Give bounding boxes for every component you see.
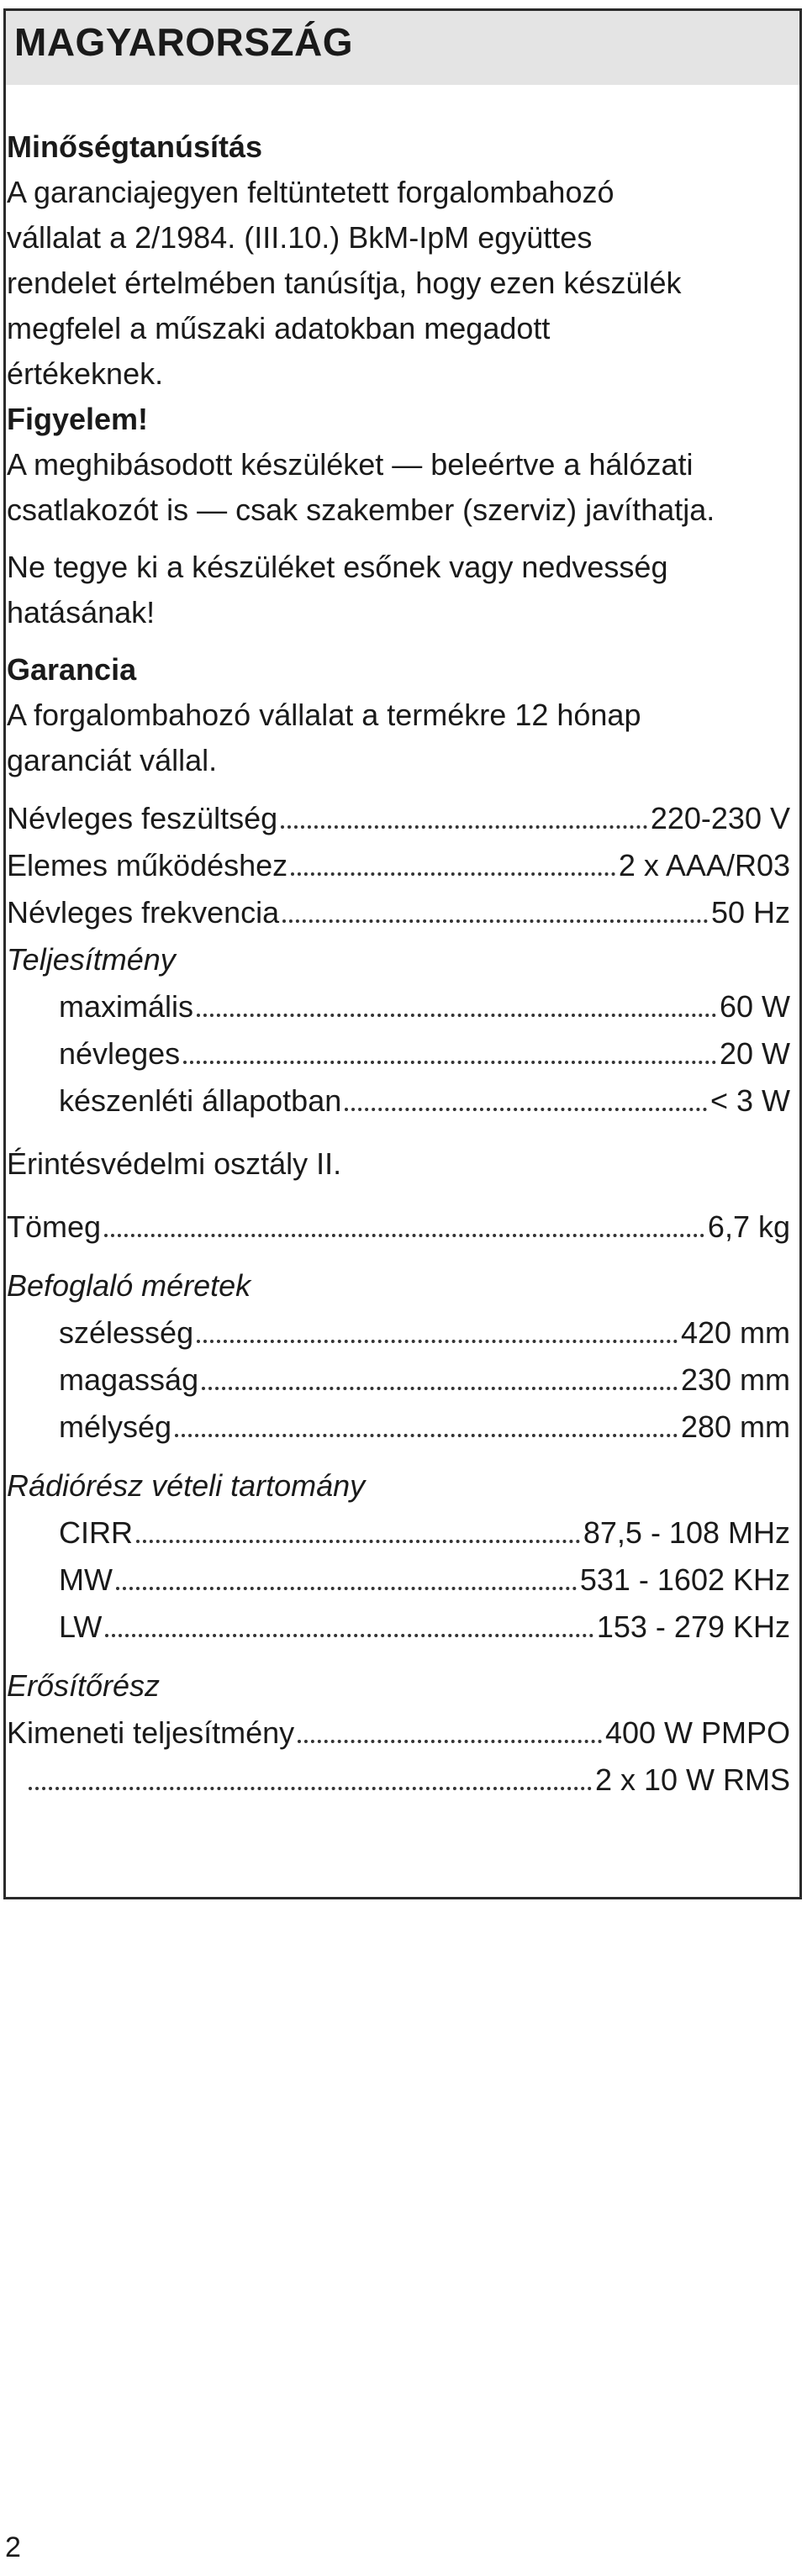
quality-line: értékeknek. [7, 356, 164, 391]
spec-label: LW [59, 1609, 103, 1644]
page-title: MAGYARORSZÁG [14, 20, 353, 64]
header-bar [6, 11, 799, 85]
spec-weight [7, 1204, 790, 1251]
spec-batteries [7, 842, 790, 889]
spec-label: CIRR [59, 1515, 133, 1550]
spec-value: 220-230 V [650, 801, 790, 835]
spec-value: 50 Hz [710, 895, 790, 930]
spec-label: szélesség [59, 1315, 194, 1350]
spec-width [7, 1309, 790, 1356]
radio-heading: Rádiórész vételi tartomány [7, 1468, 366, 1503]
quality-line: A garanciajegyen feltüntetett forgalombahozó [7, 175, 614, 209]
spec-power-max [7, 983, 790, 1030]
warning-line: hatásának! [7, 595, 156, 630]
spec-value: < 3 W [709, 1083, 790, 1118]
warning-line: A meghibásodott készüléket — beleértve a hálózati [7, 447, 694, 482]
warning-line: csatlakozót is — csak szakember (szerviz) javíthatja. [7, 493, 715, 527]
dimensions-heading: Befoglaló méretek [7, 1268, 251, 1303]
amp-heading: Erősítőrész [7, 1668, 161, 1703]
spec-cirr [7, 1509, 790, 1557]
page-number: 2 [5, 2531, 21, 2563]
spec-label: magasság [59, 1362, 199, 1397]
spec-depth [7, 1404, 790, 1451]
quality-line: vállalat a 2/1984. (III.10.) BkM-IpM együttes [7, 220, 593, 255]
spec-label: névleges [59, 1036, 181, 1071]
spec-value: 400 W PMPO [604, 1715, 790, 1750]
spec-value: 153 - 279 KHz [596, 1609, 790, 1644]
spec-mw [7, 1557, 790, 1604]
spec-label: maximális [59, 989, 194, 1024]
spec-value: 420 mm [680, 1315, 790, 1350]
spec-value: 60 W [719, 989, 790, 1024]
spec-value: 87,5 - 108 MHz [583, 1515, 790, 1550]
spec-value: 2 x 10 W RMS [594, 1762, 790, 1797]
warning-line: Ne tegye ki a készüléket esőnek vagy nedvesség [7, 550, 668, 584]
spec-power-nominal [7, 1030, 790, 1077]
power-heading: Teljesítmény [7, 942, 176, 977]
spec-power-standby [7, 1077, 790, 1125]
spec-lw [7, 1604, 790, 1651]
spec-value: 531 - 1602 KHz [579, 1562, 790, 1597]
protection-class: Érintésvédelmi osztály II. [7, 1146, 342, 1181]
quality-heading: Minőségtanúsítás [7, 129, 263, 164]
spec-value: 2 x AAA/R03 [618, 848, 790, 882]
spec-label: Névleges feszültség [7, 801, 278, 835]
spec-label: készenléti állapotban [59, 1083, 342, 1118]
spec-value: 280 mm [680, 1409, 790, 1444]
guarantee-line: garanciát vállal. [7, 743, 218, 777]
spec-value: 20 W [719, 1036, 790, 1071]
spec-label: MW [59, 1562, 113, 1597]
spec-voltage [7, 795, 790, 842]
spec-label: Kimeneti teljesítmény [7, 1715, 295, 1750]
spec-output [7, 1709, 790, 1757]
quality-line: megfelel a műszaki adatokban megadott [7, 311, 551, 345]
quality-line: rendelet értelmében tanúsítja, hogy ezen készülék [7, 266, 682, 300]
document-content [7, 124, 790, 1804]
warning-heading: Figyelem! [7, 402, 149, 436]
spec-height [7, 1356, 790, 1404]
guarantee-line: A forgalombahozó vállalat a termékre 12 hónap [7, 698, 641, 732]
spec-output-rms [7, 1757, 790, 1804]
spec-label: Névleges frekvencia [7, 895, 280, 930]
spec-value: 230 mm [680, 1362, 790, 1397]
spec-label: mélység [59, 1409, 172, 1444]
spec-label: Tömeg [7, 1209, 102, 1244]
spec-value: 6,7 kg [707, 1209, 790, 1244]
guarantee-heading: Garancia [7, 652, 137, 687]
spec-frequency [7, 889, 790, 936]
spec-label: Elemes működéshez [7, 848, 288, 882]
